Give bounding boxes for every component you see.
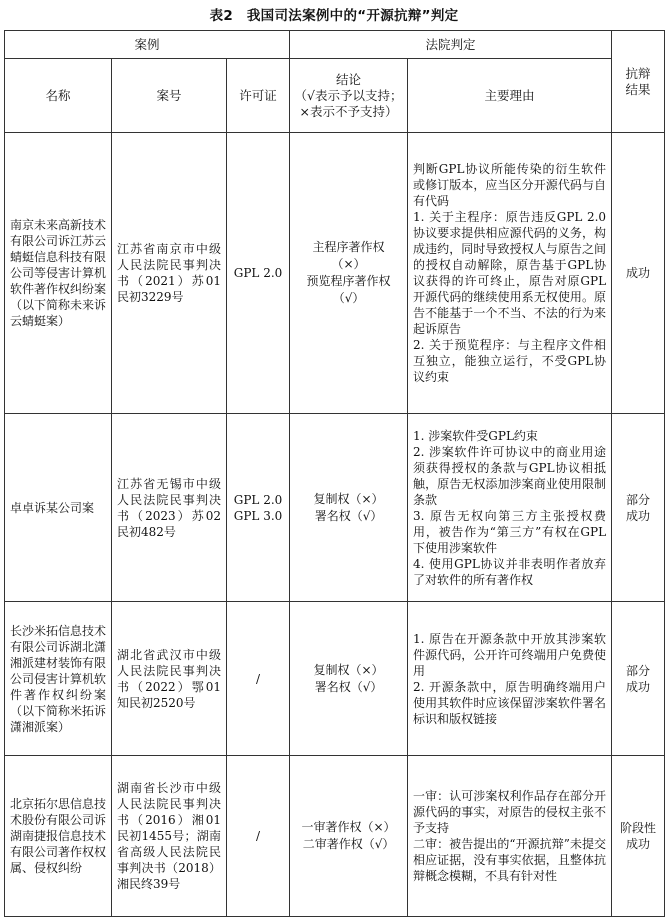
- conclusion-cell: 主程序著作权 （×） 预览程序著作权 （√）: [290, 133, 408, 414]
- table-row: [5, 133, 665, 414]
- result-cell: 部分 成功: [612, 602, 665, 756]
- case-number: 湖南省长沙市中级人民法院民事判决书（2016）湘01民初1455号；湖南省高级人民法院民事判决书（2018）湘民终39号: [112, 756, 227, 917]
- cases-table: [4, 30, 665, 917]
- conclusion-cell: 复制权（×） 署名权（√）: [290, 414, 408, 602]
- reason-cell: 一审：认可涉案权利作品存在部分开源代码的事实，对原告的侵权主张不予支持 二审：被告提出的“开源抗辩”未提交相应证据，没有事实依据，且整体抗辩概念模糊，不具有针对性: [408, 756, 612, 917]
- case-name: 南京未来高新技术有限公司诉江苏云蜻蜓信息科技有限公司等侵害计算机软件著作权纠纷案（以下简称未来诉云蜻蜓案）: [5, 133, 112, 414]
- header-license: 许可证: [227, 59, 290, 133]
- license-cell: GPL 2.0: [227, 133, 290, 414]
- header-case-no: 案号: [112, 59, 227, 133]
- case-name: 长沙米拓信息技术有限公司诉湖北潇湘派建材装饰有限公司侵害计算机软件著作权纠纷案（以下简称米拓诉潇湘派案）: [5, 602, 112, 756]
- header-conclusion: 结论 （√表示予以支持； ×表示不予支持）: [290, 59, 408, 133]
- header-row-1: [5, 31, 665, 59]
- case-number: 江苏省无锡市中级人民法院民事判决书（2023）苏02民初482号: [112, 414, 227, 602]
- conclusion-cell: 一审著作权（×） 二审著作权（√）: [290, 756, 408, 917]
- case-name: 卓卓诉某公司案: [5, 414, 112, 602]
- license-cell: /: [227, 602, 290, 756]
- result-cell: 成功: [612, 133, 665, 414]
- header-reason: 主要理由: [408, 59, 612, 133]
- reason-cell: 1. 原告在开源条款中开放其涉案软件源代码，公开许可终端用户免费使用 2. 开源条款中，原告明确终端用户使用其软件时应该保留涉案软件署名标识和版权链接: [408, 602, 612, 756]
- conclusion-cell: 复制权（×） 署名权（√）: [290, 602, 408, 756]
- table-title: 表2 我国司法案例中的“开源抗辩”判定: [209, 8, 459, 24]
- reason-cell: 1. 涉案软件受GPL约束 2. 涉案软件许可协议中的商业用途须获得授权的条款与GPL协议相抵触，原告无权添加涉案商业使用限制条款 3. 原告无权向第三方主张授权费用，被告作为“第三方”有权在GPL下使用涉案软件 4. 使用GPL协议并非表明作者放弃了对软件的所有著作权: [408, 414, 612, 602]
- license-cell: GPL 2.0 GPL 3.0: [227, 414, 290, 602]
- result-cell: 阶段性 成功: [612, 756, 665, 917]
- header-case-group: 案例: [5, 31, 290, 59]
- reason-cell: 判断GPL协议所能传染的衍生软件或修订版本，应当区分开源代码与自有代码 1. 关于主程序：原告违反GPL 2.0协议要求提供相应源代码的义务，构成违约，同时导致授权人与原告之间的授权自动解除，原告基于GPL协议获得的许可终止，原告对原GPL开源代码的继续使用系无权使用。原告不能基于一个不当、不法的行为来起诉原告 2. 关于预览程序：与主程序文件相互独立，能独立运行，不受GPL协议约束: [408, 133, 612, 414]
- header-name: 名称: [5, 59, 112, 133]
- header-row-2: [5, 59, 665, 133]
- case-name: 北京拓尔思信息技术股份有限公司诉湖南捷报信息技术有限公司著作权权属、侵权纠纷: [5, 756, 112, 917]
- result-cell: 部分 成功: [612, 414, 665, 602]
- header-result: 抗辩 结果: [612, 31, 665, 133]
- license-cell: /: [227, 756, 290, 917]
- case-number: 江苏省南京市中级人民法院民事判决书（2021）苏01民初3229号: [112, 133, 227, 414]
- table-row: [5, 756, 665, 917]
- header-court-group: 法院判定: [290, 31, 612, 59]
- case-number: 湖北省武汉市中级人民法院民事判决书（2022）鄂01知民初2520号: [112, 602, 227, 756]
- table-row: [5, 602, 665, 756]
- table-row: [5, 414, 665, 602]
